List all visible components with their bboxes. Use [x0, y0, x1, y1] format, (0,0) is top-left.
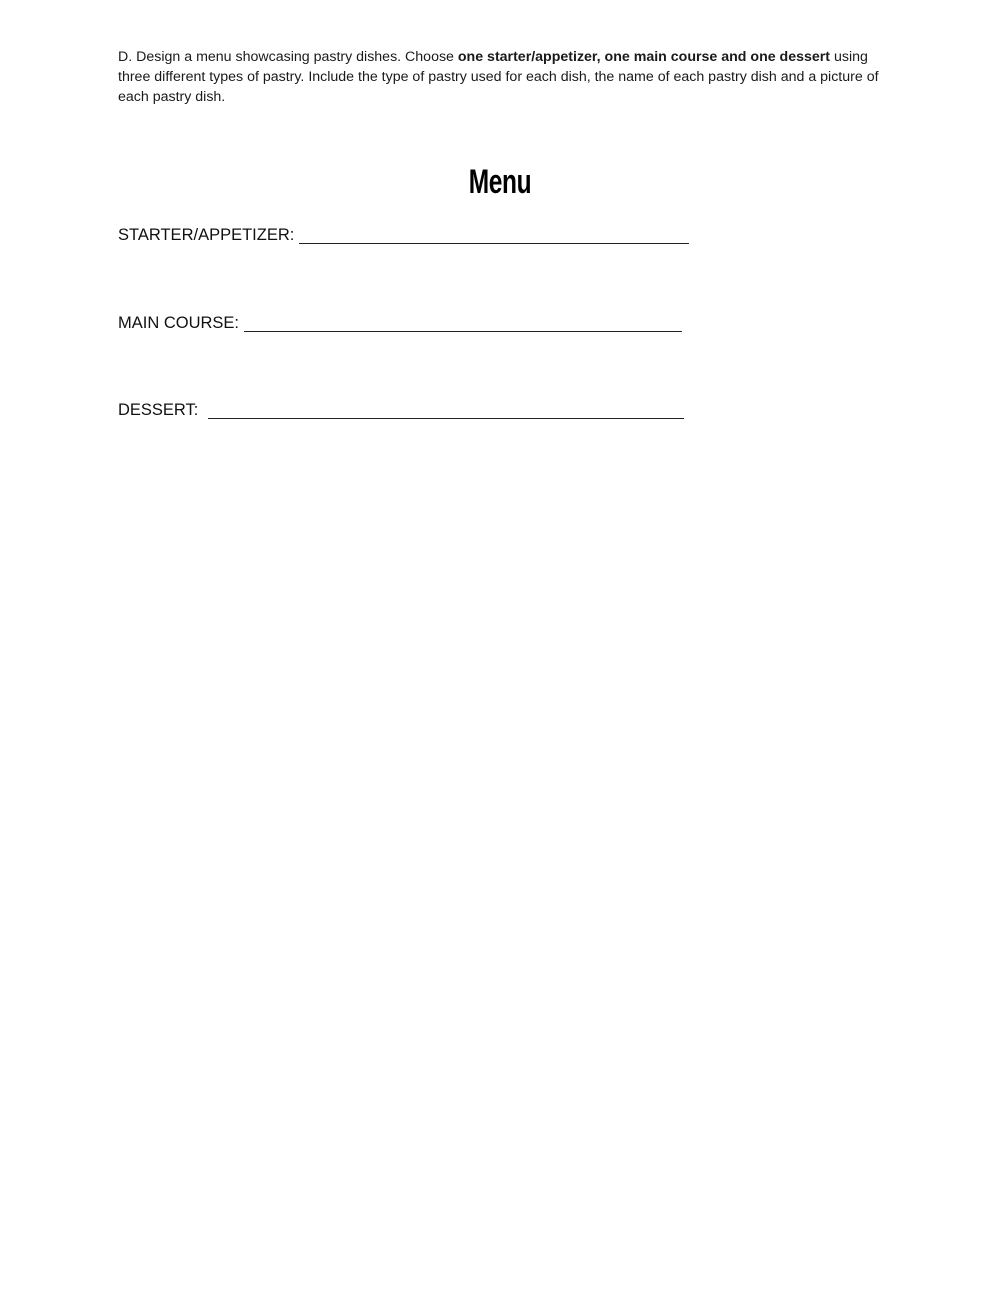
instructions-bold: one starter/appetizer, one main course and one dessert [457, 49, 831, 65]
starter-answer-line[interactable] [299, 225, 689, 244]
main-course-field [118, 312, 682, 334]
starter-label: STARTER/APPETIZER: [118, 226, 295, 244]
dessert-label: DESSERT: [118, 401, 199, 419]
menu-title: Menu [468, 163, 532, 201]
starter-field [118, 224, 689, 246]
instructions-paragraph [118, 47, 888, 107]
dessert-answer-line[interactable] [208, 400, 684, 419]
dessert-field [118, 399, 684, 421]
main-course-label: MAIN COURSE: [118, 314, 240, 332]
instructions-lead: D. Design a menu showcasing pastry dishes. Choose [118, 49, 458, 65]
main-course-answer-line[interactable] [244, 313, 682, 332]
instructions-tail: using three different types of pastry. Include the type of pastry used for each dish, the name of each pastry dish and a picture of each pastry dish. [118, 49, 879, 105]
